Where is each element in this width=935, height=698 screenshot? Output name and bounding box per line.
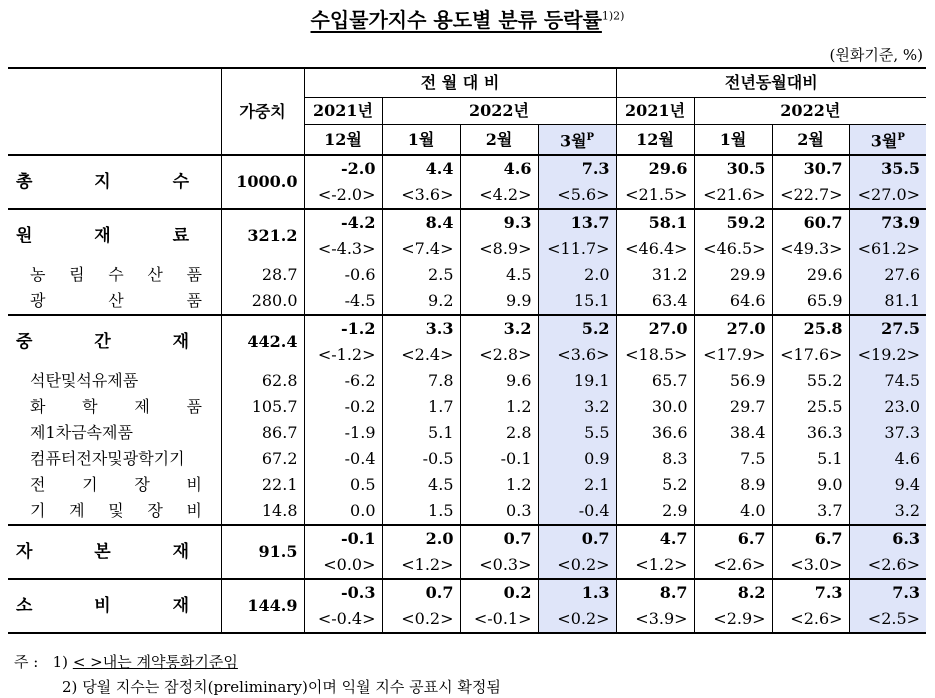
row-label-text: 석탄및석유제품 xyxy=(30,371,139,391)
yoy-value-cell: 8.3 xyxy=(616,446,694,472)
yoy-value-cell: 29.7 xyxy=(694,394,772,420)
footnote-1: 주 : 1) < >내는 계약통화기준임 xyxy=(14,653,238,671)
row-label-text: 제1차금속제품 xyxy=(30,423,133,443)
mom-value-cell: 7.3 xyxy=(538,155,616,182)
header-empty-cell xyxy=(8,68,221,155)
mom-value-cell: -2.0 xyxy=(304,155,382,182)
yoy-value-cell: 59.2 xyxy=(694,209,772,236)
row-label xyxy=(8,472,221,498)
mom-value-cell: 1.2 xyxy=(460,472,538,498)
page-title xyxy=(0,4,935,33)
mom-value-cell: 0.9 xyxy=(538,446,616,472)
mom-value-cell: -4.2 xyxy=(304,209,382,236)
header-yoy-m12: 12월 xyxy=(616,125,694,156)
row-weight: 62.8 xyxy=(221,368,304,394)
table-row xyxy=(8,288,926,315)
mom-value-cell: -1.9 xyxy=(304,420,382,446)
yoy-value-cell: <22.7> xyxy=(772,182,849,209)
header-mom-m1: 1월 xyxy=(382,125,460,156)
header-yoy-2022: 2022년 xyxy=(694,98,926,125)
yoy-value-cell: 29.6 xyxy=(772,262,849,288)
row-weight: 144.9 xyxy=(221,579,304,633)
yoy-value-cell: 60.7 xyxy=(772,209,849,236)
yoy-value-cell: 7.3 xyxy=(772,579,849,606)
mom-value-cell: 0.7 xyxy=(538,525,616,552)
row-label-text: 소 비 재 xyxy=(16,596,189,617)
yoy-value-cell: 30.0 xyxy=(616,394,694,420)
row-label-text: 총 지 수 xyxy=(16,172,189,193)
row-weight: 28.7 xyxy=(221,262,304,288)
row-label xyxy=(8,262,221,288)
yoy-value-cell: <18.5> xyxy=(616,342,694,368)
mom-value-cell: -0.1 xyxy=(304,525,382,552)
yoy-value-cell: 7.3 xyxy=(849,579,926,606)
yoy-value-cell: 4.7 xyxy=(616,525,694,552)
table-row xyxy=(8,420,926,446)
yoy-value-cell: 4.6 xyxy=(849,446,926,472)
table-row xyxy=(8,315,926,342)
mom-value-cell: 0.7 xyxy=(382,579,460,606)
unit-label: (원화기준, %) xyxy=(829,46,923,64)
yoy-value-cell: 8.7 xyxy=(616,579,694,606)
title-footnote-mark: 1)2) xyxy=(601,9,625,23)
yoy-value-cell: <2.6> xyxy=(694,552,772,579)
yoy-value-cell: 7.5 xyxy=(694,446,772,472)
mom-value-cell: 1.7 xyxy=(382,394,460,420)
mom-value-cell: <0.2> xyxy=(538,606,616,633)
row-label xyxy=(8,394,221,420)
mom-value-cell: <8.9> xyxy=(460,236,538,262)
row-weight: 14.8 xyxy=(221,498,304,525)
row-weight: 67.2 xyxy=(221,446,304,472)
row-label xyxy=(8,579,221,633)
mom-value-cell: <7.4> xyxy=(382,236,460,262)
mom-value-cell: 4.5 xyxy=(460,262,538,288)
yoy-value-cell: <3.9> xyxy=(616,606,694,633)
mom-value-cell: 5.2 xyxy=(538,315,616,342)
yoy-value-cell: 3.7 xyxy=(772,498,849,525)
header-yoy-2021: 2021년 xyxy=(616,98,694,125)
row-label-text: 기 계 및 장 비 xyxy=(30,501,202,521)
yoy-value-cell: <17.6> xyxy=(772,342,849,368)
yoy-value-cell: 55.2 xyxy=(772,368,849,394)
header-yoy: 전년동월대비 xyxy=(616,68,926,98)
yoy-value-cell: 5.2 xyxy=(616,472,694,498)
yoy-value-cell: 64.6 xyxy=(694,288,772,315)
row-label-text: 컴퓨터전자및광학기기 xyxy=(30,449,185,469)
yoy-value-cell: <2.5> xyxy=(849,606,926,633)
mom-value-cell: <0.0> xyxy=(304,552,382,579)
row-label xyxy=(8,498,221,525)
table-row xyxy=(8,472,926,498)
mom-value-cell: 5.5 xyxy=(538,420,616,446)
mom-value-cell: 2.0 xyxy=(382,525,460,552)
mom-value-cell: <-0.4> xyxy=(304,606,382,633)
row-label xyxy=(8,420,221,446)
mom-value-cell: -0.6 xyxy=(304,262,382,288)
yoy-value-cell: 29.6 xyxy=(616,155,694,182)
row-label-text: 자 본 재 xyxy=(16,542,189,563)
header-yoy-m3: 3월$^P$ xyxy=(849,125,926,156)
mom-value-cell: 3.3 xyxy=(382,315,460,342)
mom-value-cell: 4.4 xyxy=(382,155,460,182)
mom-value-cell: 15.1 xyxy=(538,288,616,315)
row-label-text: 농 림 수 산 품 xyxy=(30,265,202,285)
mom-value-cell: 4.5 xyxy=(382,472,460,498)
mom-value-cell: 9.3 xyxy=(460,209,538,236)
yoy-value-cell: 3.2 xyxy=(849,498,926,525)
row-weight: 105.7 xyxy=(221,394,304,420)
yoy-value-cell: <2.9> xyxy=(694,606,772,633)
mom-value-cell: <2.8> xyxy=(460,342,538,368)
yoy-value-cell: <3.0> xyxy=(772,552,849,579)
mom-value-cell: -0.2 xyxy=(304,394,382,420)
mom-value-cell: 3.2 xyxy=(538,394,616,420)
mom-value-cell: <0.3> xyxy=(460,552,538,579)
header-yoy-m2: 2월 xyxy=(772,125,849,156)
yoy-value-cell: <61.2> xyxy=(849,236,926,262)
row-label xyxy=(8,368,221,394)
mom-value-cell: <4.2> xyxy=(460,182,538,209)
table-row xyxy=(8,525,926,552)
mom-value-cell: 2.0 xyxy=(538,262,616,288)
yoy-value-cell: 30.7 xyxy=(772,155,849,182)
yoy-value-cell: 29.9 xyxy=(694,262,772,288)
mom-value-cell: 2.8 xyxy=(460,420,538,446)
yoy-value-cell: <2.6> xyxy=(849,552,926,579)
mom-value-cell: 1.2 xyxy=(460,394,538,420)
mom-value-cell: 0.7 xyxy=(460,525,538,552)
mom-value-cell: 1.5 xyxy=(382,498,460,525)
yoy-value-cell: 9.0 xyxy=(772,472,849,498)
mom-value-cell: 9.9 xyxy=(460,288,538,315)
row-label xyxy=(8,288,221,315)
header-mom: 전 월 대 비 xyxy=(304,68,616,98)
yoy-value-cell: 36.3 xyxy=(772,420,849,446)
mom-value-cell: <0.2> xyxy=(538,552,616,579)
mom-value-cell: 1.3 xyxy=(538,579,616,606)
yoy-value-cell: 35.5 xyxy=(849,155,926,182)
yoy-value-cell: 8.2 xyxy=(694,579,772,606)
table-row xyxy=(8,446,926,472)
mom-value-cell: 9.2 xyxy=(382,288,460,315)
row-label-text: 전 기 장 비 xyxy=(30,475,202,495)
yoy-value-cell: <17.9> xyxy=(694,342,772,368)
yoy-value-cell: 6.3 xyxy=(849,525,926,552)
yoy-value-cell: 30.5 xyxy=(694,155,772,182)
footnote-2: 2) 당월 지수는 잠정치(preliminary)이며 익월 지수 공표시 확정됨 xyxy=(62,678,501,696)
mom-value-cell: 0.2 xyxy=(460,579,538,606)
price-index-table xyxy=(8,67,926,634)
yoy-value-cell: 6.7 xyxy=(694,525,772,552)
yoy-value-cell: 38.4 xyxy=(694,420,772,446)
row-label xyxy=(8,446,221,472)
row-label xyxy=(8,315,221,368)
header-weight: 가중치 xyxy=(221,68,304,155)
table-row xyxy=(8,368,926,394)
mom-value-cell: -1.2 xyxy=(304,315,382,342)
yoy-value-cell: 6.7 xyxy=(772,525,849,552)
yoy-value-cell: <49.3> xyxy=(772,236,849,262)
mom-value-cell: 0.5 xyxy=(304,472,382,498)
yoy-value-cell: 2.9 xyxy=(616,498,694,525)
mom-value-cell: 13.7 xyxy=(538,209,616,236)
yoy-value-cell: <21.6> xyxy=(694,182,772,209)
row-label xyxy=(8,155,221,209)
mom-value-cell: <1.2> xyxy=(382,552,460,579)
yoy-value-cell: 23.0 xyxy=(849,394,926,420)
mom-value-cell: 0.3 xyxy=(460,498,538,525)
yoy-value-cell: 25.5 xyxy=(772,394,849,420)
header-yoy-m1: 1월 xyxy=(694,125,772,156)
yoy-value-cell: 56.9 xyxy=(694,368,772,394)
row-weight: 280.0 xyxy=(221,288,304,315)
yoy-value-cell: 73.9 xyxy=(849,209,926,236)
yoy-value-cell: 25.8 xyxy=(772,315,849,342)
mom-value-cell: <-2.0> xyxy=(304,182,382,209)
row-weight: 442.4 xyxy=(221,315,304,368)
row-label-text: 원 재 료 xyxy=(16,226,189,247)
mom-value-cell: -0.4 xyxy=(538,498,616,525)
table-row xyxy=(8,155,926,182)
yoy-value-cell: 63.4 xyxy=(616,288,694,315)
yoy-value-cell: <1.2> xyxy=(616,552,694,579)
mom-value-cell: <-0.1> xyxy=(460,606,538,633)
yoy-value-cell: <46.4> xyxy=(616,236,694,262)
row-weight: 22.1 xyxy=(221,472,304,498)
mom-value-cell: <11.7> xyxy=(538,236,616,262)
mom-value-cell: <-4.3> xyxy=(304,236,382,262)
mom-value-cell: 8.4 xyxy=(382,209,460,236)
row-weight: 91.5 xyxy=(221,525,304,579)
mom-value-cell: 5.1 xyxy=(382,420,460,446)
yoy-value-cell: 27.5 xyxy=(849,315,926,342)
mom-value-cell: 4.6 xyxy=(460,155,538,182)
row-label xyxy=(8,525,221,579)
table-row xyxy=(8,394,926,420)
row-label-text: 광 산 품 xyxy=(30,291,202,311)
mom-value-cell: 0.0 xyxy=(304,498,382,525)
header-mom-m2: 2월 xyxy=(460,125,538,156)
yoy-value-cell: 58.1 xyxy=(616,209,694,236)
mom-value-cell: -0.3 xyxy=(304,579,382,606)
header-mom-m3: 3월$^P$ xyxy=(538,125,616,156)
header-mom-2022: 2022년 xyxy=(382,98,616,125)
mom-value-cell: <-1.2> xyxy=(304,342,382,368)
yoy-value-cell: 27.0 xyxy=(694,315,772,342)
yoy-value-cell: <19.2> xyxy=(849,342,926,368)
mom-value-cell: -0.1 xyxy=(460,446,538,472)
header-mom-2021: 2021년 xyxy=(304,98,382,125)
yoy-value-cell: 8.9 xyxy=(694,472,772,498)
yoy-value-cell: <46.5> xyxy=(694,236,772,262)
table-row xyxy=(8,498,926,525)
mom-value-cell: 9.6 xyxy=(460,368,538,394)
mom-value-cell: <0.2> xyxy=(382,606,460,633)
mom-value-cell: 3.2 xyxy=(460,315,538,342)
row-weight: 321.2 xyxy=(221,209,304,262)
row-label-text: 중 간 재 xyxy=(16,332,189,353)
mom-value-cell: -4.5 xyxy=(304,288,382,315)
mom-value-cell: <3.6> xyxy=(538,342,616,368)
yoy-value-cell: 27.6 xyxy=(849,262,926,288)
yoy-value-cell: 9.4 xyxy=(849,472,926,498)
yoy-value-cell: 27.0 xyxy=(616,315,694,342)
yoy-value-cell: 37.3 xyxy=(849,420,926,446)
mom-value-cell: <5.6> xyxy=(538,182,616,209)
row-label xyxy=(8,209,221,262)
yoy-value-cell: 81.1 xyxy=(849,288,926,315)
yoy-value-cell: 36.6 xyxy=(616,420,694,446)
row-weight: 86.7 xyxy=(221,420,304,446)
mom-value-cell: <3.6> xyxy=(382,182,460,209)
mom-value-cell: -0.4 xyxy=(304,446,382,472)
row-label-text: 화 학 제 품 xyxy=(30,397,202,417)
title-text: 수입물가지수 용도별 분류 등락률 xyxy=(310,8,602,32)
yoy-value-cell: 5.1 xyxy=(772,446,849,472)
yoy-value-cell: 65.7 xyxy=(616,368,694,394)
table-row xyxy=(8,209,926,236)
yoy-value-cell: <21.5> xyxy=(616,182,694,209)
table-row xyxy=(8,262,926,288)
mom-value-cell: -0.5 xyxy=(382,446,460,472)
yoy-value-cell: 65.9 xyxy=(772,288,849,315)
yoy-value-cell: 4.0 xyxy=(694,498,772,525)
header-mom-m12: 12월 xyxy=(304,125,382,156)
yoy-value-cell: 31.2 xyxy=(616,262,694,288)
row-weight: 1000.0 xyxy=(221,155,304,209)
mom-value-cell: 19.1 xyxy=(538,368,616,394)
mom-value-cell: 2.1 xyxy=(538,472,616,498)
yoy-value-cell: 74.5 xyxy=(849,368,926,394)
mom-value-cell: 2.5 xyxy=(382,262,460,288)
table-row xyxy=(8,579,926,606)
mom-value-cell: <2.4> xyxy=(382,342,460,368)
yoy-value-cell: <2.6> xyxy=(772,606,849,633)
yoy-value-cell: <27.0> xyxy=(849,182,926,209)
mom-value-cell: 7.8 xyxy=(382,368,460,394)
mom-value-cell: -6.2 xyxy=(304,368,382,394)
